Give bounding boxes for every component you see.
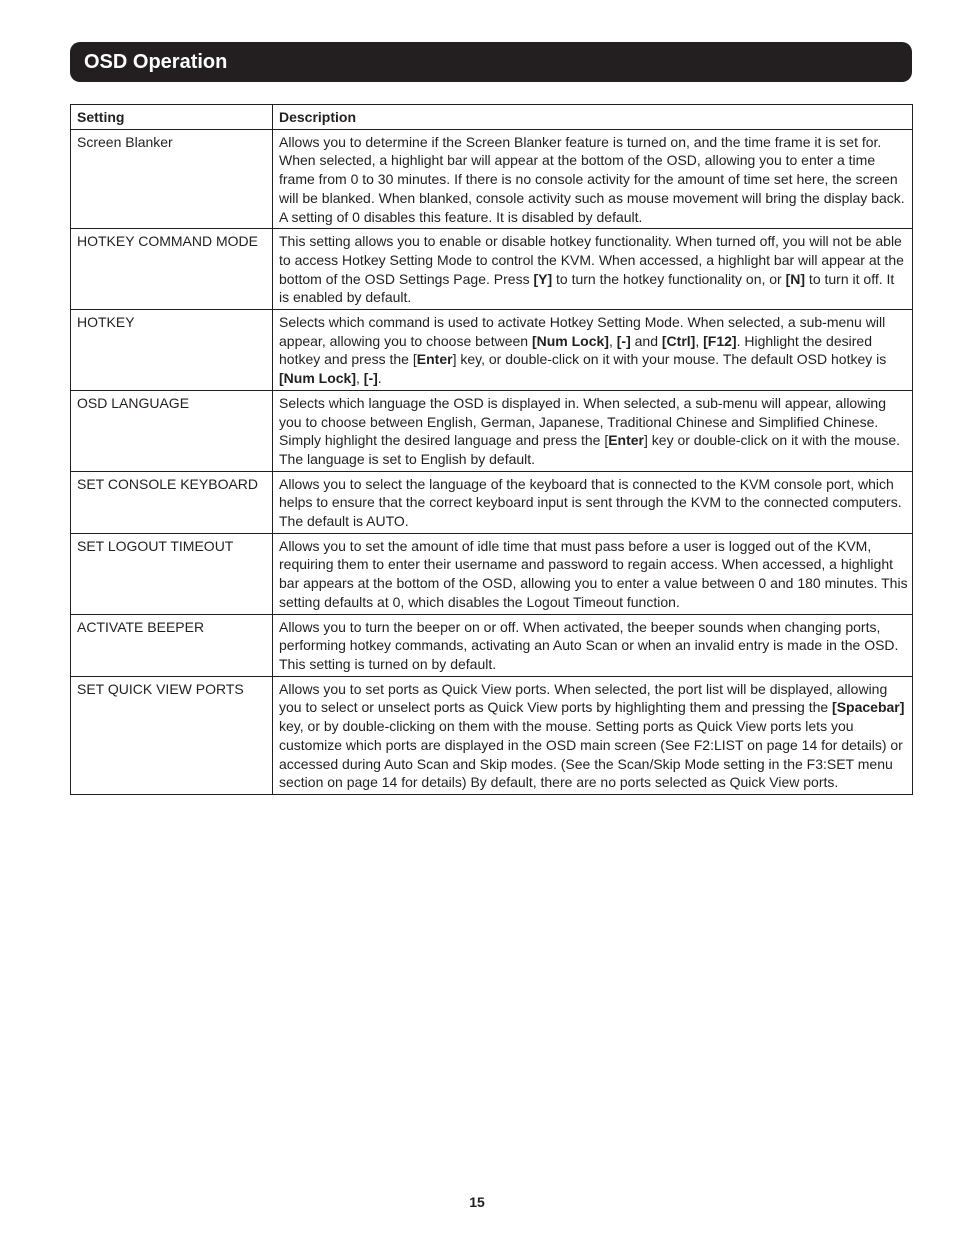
key-name: [N] [785,270,806,287]
setting-name-cell: SET LOGOUT TIMEOUT [71,533,273,614]
table-row [71,533,913,614]
setting-description-cell [273,310,913,391]
description-text: Selects which language the OSD is displayed in. When selected, a sub-menu will appear, allowing you to choose between English, German, Japanese, Traditional Chinese and Simplified Chinese. Simply highlight the desired language and press the [ [279,394,887,449]
description-text: ] key or double-click on it with the mouse. The language is set to English by default. [279,432,901,467]
key-name: Enter [416,351,453,368]
description-text: Allows you to set ports as Quick View ports. When selected, the port list will be displayed, allowing you to select or unselect ports as Quick View ports by highlighting them and pressing the [279,680,888,716]
setting-name-cell: HOTKEY COMMAND MODE [71,229,273,310]
settings-table [70,104,913,795]
column-header-setting: Setting [71,105,273,130]
key-name: [F12] [703,332,737,349]
table-row [71,310,913,391]
setting-description-cell [273,129,913,229]
description-text: Allows you to set the amount of idle time that must pass before a user is logged out of the KVM, requiring them to enter their username and password to regain access. When accessed, a highlight bar appears at the bottom of the OSD, allowing you to enter a value between 0 and 180 minutes. This setting defaults at 0, which disables the Logout Timeout function. [279,537,908,610]
table-row [71,471,913,533]
key-name: [Ctrl] [661,332,696,349]
table-row [71,229,913,310]
table-row [71,614,913,676]
key-name: [-] [616,332,631,349]
description-text: to turn the hotkey functionality on, or [552,270,786,287]
description-text: ] key, or double-click on it with your mouse. The default OSD hotkey is [452,351,887,368]
key-name: Enter [608,432,645,449]
description-text: . [377,370,382,387]
setting-description-cell [273,676,913,794]
setting-description-cell [273,471,913,533]
table-row [71,390,913,471]
description-text: , [695,332,704,349]
column-header-description: Description [273,105,913,130]
key-name: [-] [363,370,378,387]
section-title: OSD Operation [84,51,228,73]
description-text: Allows you to select the language of the keyboard that is connected to the KVM console port, which helps to ensure that the correct keyboard input is sent through the KVM to the connected computers. The default is AUTO. [279,475,902,530]
setting-name-cell: SET CONSOLE KEYBOARD [71,471,273,533]
setting-description-cell [273,533,913,614]
description-text: . Highlight the desired hotkey and press the [ [279,332,872,368]
setting-name-cell: ACTIVATE BEEPER [71,614,273,676]
description-text: Allows you to turn the beeper on or off. When activated, the beeper sounds when changing ports, performing hotkey commands, activating an Auto Scan or when an invalid entry is made in the OSD. This setting is turned on by default. [279,618,899,672]
setting-description-cell [273,390,913,471]
setting-name-cell: OSD LANGUAGE [71,390,273,471]
page-number: 15 [469,1194,485,1210]
description-text: , [356,370,364,387]
section-header-bar [70,42,912,82]
description-text: Allows you to determine if the Screen Blanker feature is turned on, and the time frame it is set for. When selected, a highlight bar will appear at the bottom of the OSD, allowing you to enter a time frame from 0 to 30 minutes. If there is no console activity for the amount of time set here, the screen will be blanked. When blanked, console activity such as mouse movement will bring the display back. A setting of 0 disables this feature. It is disabled by default. [279,133,905,225]
setting-name-cell: SET QUICK VIEW PORTS [71,676,273,794]
description-text: , [608,332,617,349]
setting-name-cell: HOTKEY [71,310,273,391]
description-text: This setting allows you to enable or disable hotkey functionality. When turned off, you will not be able to access Hotkey Setting Mode to control the KVM. When accessed, a highlight bar will appear at the bottom of the OSD Settings Page. Press [279,233,904,287]
key-name: [Num Lock] [531,332,609,349]
key-name: [Num Lock] [279,370,356,387]
description-text: Selects which command is used to activate Hotkey Setting Mode. When selected, a sub-menu will appear, allowing you to choose between [279,314,886,349]
setting-description-cell [273,614,913,676]
key-name: [Spacebar] [832,699,905,716]
table-header-row [71,105,913,130]
description-text: to turn it off. It is enabled by default. [279,270,895,306]
description-text: key, or by double-clicking on them with the mouse. Setting ports as Quick View ports lets you customize which ports are displayed in the OSD main screen (See F2:LIST on page 14 for details) or accessed during Auto Scan and Skip modes. (See the Scan/Skip Mode setting in the F3:SET menu section on page 14 for details) By default, there are no ports selected as Quick View ports. [279,718,903,791]
table-row [71,676,913,794]
key-name: [Y] [533,270,553,287]
description-text: and [630,332,662,349]
settings-table-body [71,129,913,794]
setting-name-cell: Screen Blanker [71,129,273,229]
table-row [71,129,913,229]
setting-description-cell [273,229,913,310]
